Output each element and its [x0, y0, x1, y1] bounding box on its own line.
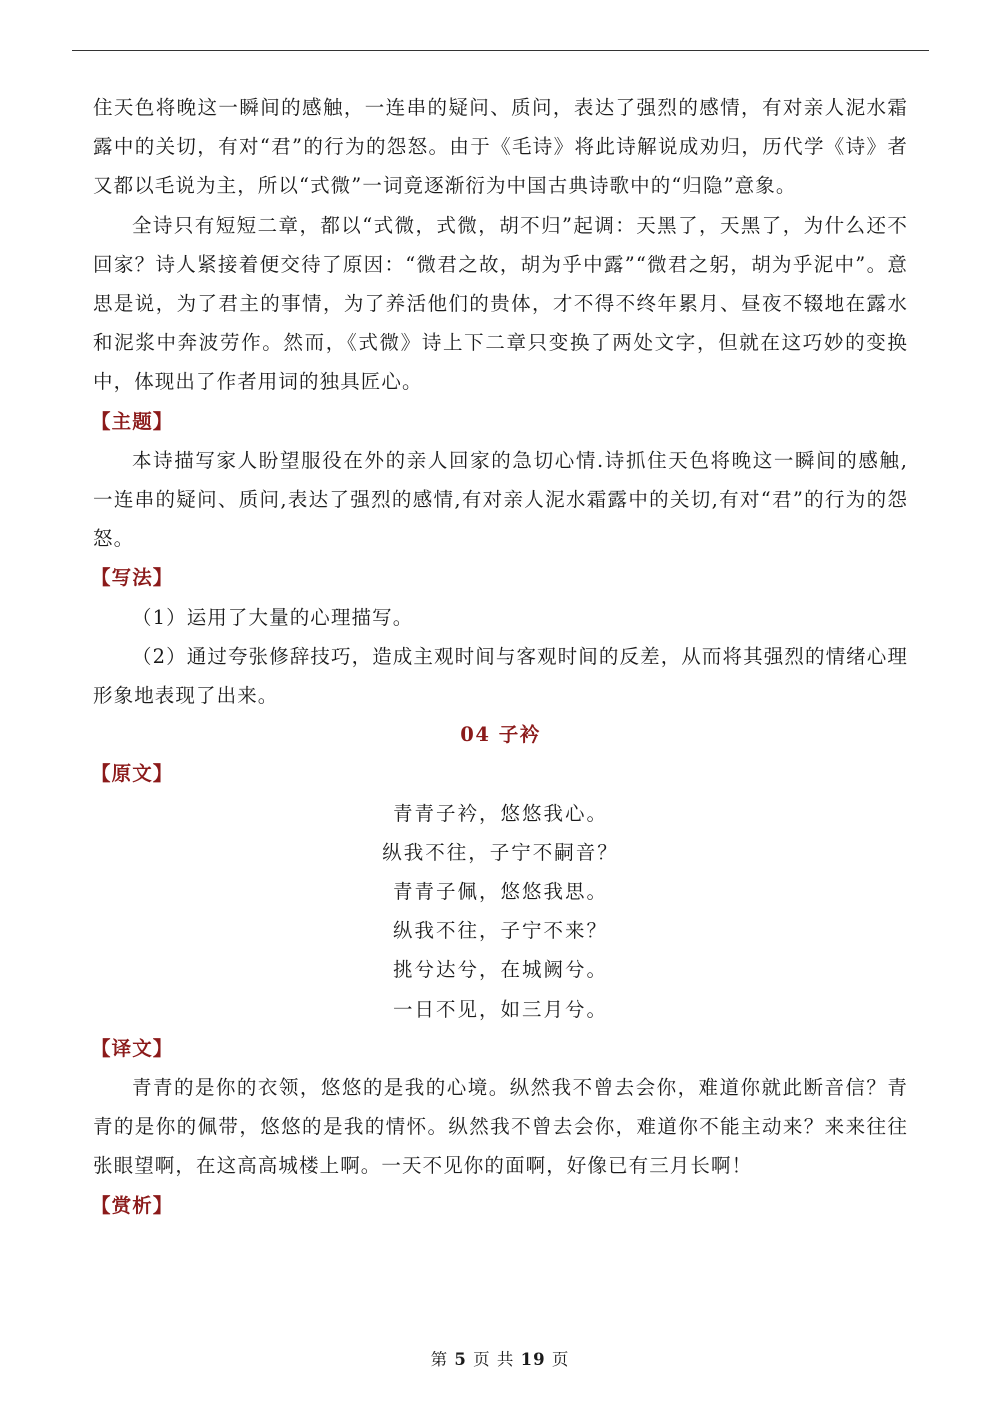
theme-text: 本诗描写家人盼望服役在外的亲人回家的急切心情.诗抓住天色将晚这一瞬间的感触,一连串的疑问、质问,表达了强烈的感情,有对亲人泥水霜露中的关切,有对“君”的行为的怨怒。 — [93, 448, 908, 551]
poem-line: 纵我不往，子宁不嗣音？ — [382, 840, 619, 864]
footer-prefix: 第 — [430, 1350, 449, 1369]
poem-line: 青青子衿，悠悠我心。 — [392, 801, 608, 825]
section-title: 04 子衿 — [460, 723, 541, 747]
original-heading: 【原文】 — [91, 762, 174, 786]
document-body — [93, 88, 908, 1225]
theme-heading: 【主题】 — [91, 409, 174, 433]
poem-line: 纵我不往，子宁不来？ — [392, 919, 608, 943]
translation-heading: 【译文】 — [91, 1036, 174, 1060]
poem-line: 挑兮达兮，在城阙兮。 — [392, 958, 608, 982]
footer-middle: 页 共 — [473, 1350, 515, 1369]
footer-suffix: 页 — [551, 1350, 570, 1369]
translation-text: 青青的是你的衣领，悠悠的是我的心境。纵然我不曾去会你，难道你就此断音信？青青的是你的佩带，悠悠的是我的情怀。纵然我不曾去会你，难道你不能主动来？来来往往张眼望啊，在这高高城楼上啊。一天不见你的面啊，好像已有三月长啊！ — [93, 1076, 908, 1178]
technique-point-2: （2）通过夸张修辞技巧，造成主观时间与客观时间的反差，从而将其强烈的情绪心理形象地表现了出来。 — [93, 644, 908, 708]
analysis-heading: 【赏析】 — [91, 1193, 174, 1217]
technique-heading: 【写法】 — [91, 566, 174, 590]
second-paragraph: 全诗只有短短二章，都以“式微，式微，胡不归”起调：天黑了，天黑了，为什么还不回家？诗人紧接着便交待了原因：“微君之故，胡为乎中露”“微君之躬，胡为乎泥中”。意思是说，为了君主的事情，为了养活他们的贵体，才不得不终年累月、昼夜不辍地在露水和泥浆中奔波劳作。然而，《式微》诗上下二章只变换了两处文字，但就在这巧妙的变换中，体现出了作者用词的独具匠心。 — [93, 213, 908, 394]
footer-page-number: 5 — [454, 1350, 467, 1369]
poem — [93, 794, 908, 1029]
intro-paragraph: 住天色将晚这一瞬间的感触，一连串的疑问、质问，表达了强烈的感情，有对亲人泥水霜露中的关切，有对“君”的行为的怨怒。由于《毛诗》将此诗解说成劝归，历代学《诗》者又都以毛说为主，所以“式微”一词竟逐渐衍为中国古典诗歌中的“归隐”意象。 — [93, 96, 908, 198]
poem-line: 一日不见，如三月兮。 — [392, 997, 608, 1021]
footer-total-pages: 19 — [520, 1350, 546, 1369]
poem-line: 青青子佩，悠悠我思。 — [392, 880, 608, 904]
technique-point-1: （1）运用了大量的心理描写。 — [132, 605, 414, 629]
page-footer — [0, 1346, 1000, 1370]
header-rule — [72, 50, 929, 51]
